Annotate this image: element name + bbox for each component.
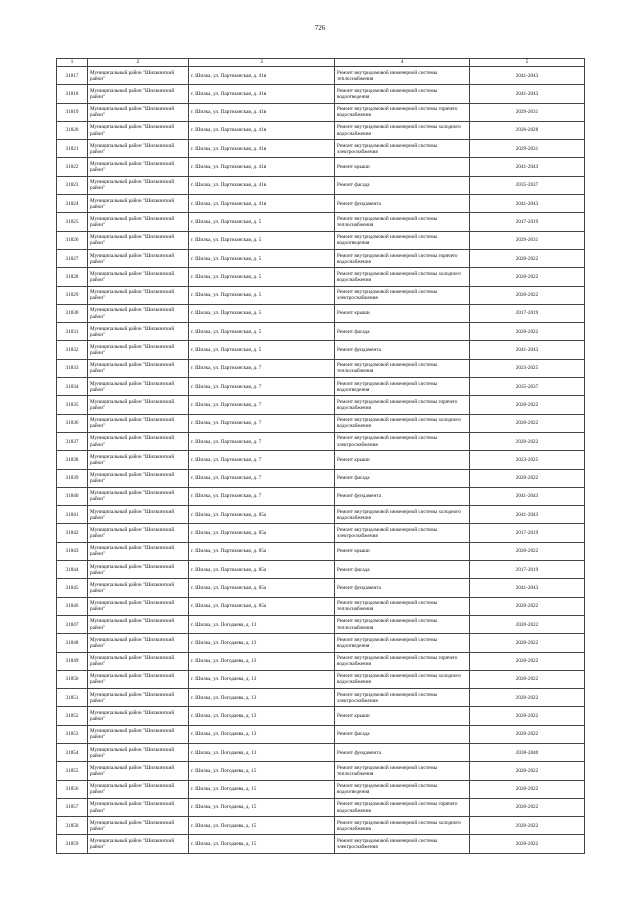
- period-cell: 2020-2022: [470, 323, 585, 341]
- address-cell: г. Шилка, ул. Погодаева, д. 15: [189, 780, 335, 798]
- table-row: [57, 213, 585, 231]
- work-type-cell: Ремонт крыши: [335, 304, 470, 322]
- municipality-cell: Муниципальный район "Шилкинский район": [88, 652, 189, 670]
- table-row: [57, 359, 585, 377]
- table-row: [57, 85, 585, 103]
- work-type-cell: Ремонт внутридомовой инженерной системы холодного водоснабжения: [335, 268, 470, 286]
- municipality-cell: Муниципальный район "Шилкинский район": [88, 835, 189, 853]
- work-type-cell: Ремонт внутридомовой инженерной системы теплоснабжения: [335, 597, 470, 615]
- address-cell: г. Шилка, ул. Погодаева, д. 15: [189, 835, 335, 853]
- page-number: 726: [314, 24, 326, 32]
- municipality-cell: Муниципальный район "Шилкинский район": [88, 798, 189, 816]
- period-cell: 2020-2022: [470, 268, 585, 286]
- work-type-cell: Ремонт внутридомовой инженерной системы водоотведения: [335, 231, 470, 249]
- period-cell: 2020-2022: [470, 249, 585, 267]
- municipality-cell: Муниципальный район "Шилкинский район": [88, 432, 189, 450]
- table-row: [57, 707, 585, 725]
- row-number: 31830: [57, 304, 88, 322]
- row-number: 31823: [57, 176, 88, 194]
- period-cell: 2041-2043: [470, 487, 585, 505]
- municipality-cell: Муниципальный район "Шилкинский район": [88, 561, 189, 579]
- period-cell: 2026-2028: [470, 121, 585, 139]
- column-header-2: 2: [88, 59, 189, 67]
- work-type-cell: Ремонт внутридомовой инженерной системы электроснабжения: [335, 689, 470, 707]
- row-number: 31839: [57, 469, 88, 487]
- row-number: 31854: [57, 743, 88, 761]
- work-type-cell: Ремонт внутридомовой инженерной системы электроснабжения: [335, 140, 470, 158]
- row-number: 31852: [57, 707, 88, 725]
- row-number: 31822: [57, 158, 88, 176]
- municipality-cell: Муниципальный район "Шилкинский район": [88, 304, 189, 322]
- work-type-cell: Ремонт внутридомовой инженерной системы холодного водоснабжения: [335, 414, 470, 432]
- work-type-cell: Ремонт фасада: [335, 176, 470, 194]
- row-number: 31829: [57, 286, 88, 304]
- work-type-cell: Ремонт внутридомовой инженерной системы холодного водоснабжения: [335, 817, 470, 835]
- municipality-cell: Муниципальный район "Шилкинский район": [88, 743, 189, 761]
- table-row: [57, 451, 585, 469]
- address-cell: г. Шилка, ул. Погодаева, д. 13: [189, 634, 335, 652]
- address-cell: г. Шилка, ул. Партизанская, д. 5: [189, 268, 335, 286]
- address-cell: г. Шилка, ул. Погодаева, д. 13: [189, 670, 335, 688]
- table-row: [57, 304, 585, 322]
- municipality-cell: Муниципальный район "Шилкинский район": [88, 414, 189, 432]
- address-cell: г. Шилка, ул. Партизанская, д. 7: [189, 378, 335, 396]
- municipality-cell: Муниципальный район "Шилкинский район": [88, 67, 189, 85]
- table-row: [57, 414, 585, 432]
- row-number: 31846: [57, 597, 88, 615]
- table-row: [57, 725, 585, 743]
- period-cell: 2029-2031: [470, 103, 585, 121]
- row-number: 31853: [57, 725, 88, 743]
- address-cell: г. Шилка, ул. Партизанская, д. 41в: [189, 195, 335, 213]
- table-row: [57, 231, 585, 249]
- municipality-cell: Муниципальный район "Шилкинский район": [88, 249, 189, 267]
- municipality-cell: Муниципальный район "Шилкинский район": [88, 780, 189, 798]
- period-cell: 2020-2022: [470, 634, 585, 652]
- work-type-cell: Ремонт внутридомовой инженерной системы горячего водоснабжения: [335, 396, 470, 414]
- period-cell: 2038-2040: [470, 743, 585, 761]
- municipality-cell: Муниципальный район "Шилкинский район": [88, 85, 189, 103]
- row-number: 31826: [57, 231, 88, 249]
- period-cell: 2020-2022: [470, 542, 585, 560]
- municipality-cell: Муниципальный район "Шилкинский район": [88, 634, 189, 652]
- row-number: 31840: [57, 487, 88, 505]
- row-number: 31850: [57, 670, 88, 688]
- row-number: 31834: [57, 378, 88, 396]
- address-cell: г. Шилка, ул. Партизанская, д. 85а: [189, 524, 335, 542]
- work-type-cell: Ремонт крыши: [335, 158, 470, 176]
- column-header-3: 3: [189, 59, 335, 67]
- period-cell: 2035-2037: [470, 176, 585, 194]
- row-number: 31824: [57, 195, 88, 213]
- row-number: 31838: [57, 451, 88, 469]
- period-cell: 2023-2025: [470, 451, 585, 469]
- table-row: [57, 597, 585, 615]
- table-row: [57, 542, 585, 560]
- work-type-cell: Ремонт крыши: [335, 542, 470, 560]
- municipality-cell: Муниципальный район "Шилкинский район": [88, 341, 189, 359]
- work-type-cell: Ремонт внутридомовой инженерной системы водоотведения: [335, 378, 470, 396]
- row-number: 31821: [57, 140, 88, 158]
- table-row: [57, 396, 585, 414]
- municipality-cell: Муниципальный район "Шилкинский район": [88, 140, 189, 158]
- address-cell: г. Шилка, ул. Партизанская, д. 41в: [189, 85, 335, 103]
- row-number: 31827: [57, 249, 88, 267]
- work-type-cell: Ремонт внутридомовой инженерной системы водоотведения: [335, 85, 470, 103]
- address-cell: г. Шилка, ул. Партизанская, д. 5: [189, 231, 335, 249]
- row-number: 31836: [57, 414, 88, 432]
- work-type-cell: Ремонт внутридомовой инженерной системы холодного водоснабжения: [335, 121, 470, 139]
- work-type-cell: Ремонт крыши: [335, 707, 470, 725]
- municipality-cell: Муниципальный район "Шилкинский район": [88, 524, 189, 542]
- period-cell: 2041-2043: [470, 195, 585, 213]
- row-number: 31849: [57, 652, 88, 670]
- table-row: [57, 670, 585, 688]
- row-number: 31845: [57, 579, 88, 597]
- table-row: [57, 469, 585, 487]
- address-cell: г. Шилка, ул. Партизанская, д. 7: [189, 487, 335, 505]
- work-type-cell: Ремонт внутридомовой инженерной системы электроснабжения: [335, 524, 470, 542]
- period-cell: 2017-2019: [470, 304, 585, 322]
- address-cell: г. Шилка, ул. Партизанская, д. 5: [189, 213, 335, 231]
- table-row: [57, 506, 585, 524]
- row-number: 31817: [57, 67, 88, 85]
- address-cell: г. Шилка, ул. Партизанская, д. 85а: [189, 579, 335, 597]
- work-type-cell: Ремонт внутридомовой инженерной системы горячего водоснабжения: [335, 103, 470, 121]
- address-cell: г. Шилка, ул. Партизанская, д. 7: [189, 432, 335, 450]
- column-header-1: 1: [57, 59, 88, 67]
- address-cell: г. Шилка, ул. Партизанская, д. 7: [189, 396, 335, 414]
- table-row: [57, 615, 585, 633]
- table-row: [57, 762, 585, 780]
- row-number: 31828: [57, 268, 88, 286]
- work-type-cell: Ремонт внутридомовой инженерной системы горячего водоснабжения: [335, 249, 470, 267]
- period-cell: 2020-2022: [470, 835, 585, 853]
- period-cell: 2020-2022: [470, 615, 585, 633]
- column-number-row: [57, 59, 585, 67]
- table-row: [57, 268, 585, 286]
- period-cell: 2029-2031: [470, 231, 585, 249]
- row-number: 31842: [57, 524, 88, 542]
- address-cell: г. Шилка, ул. Погодаева, д. 15: [189, 798, 335, 816]
- work-type-cell: Ремонт фасада: [335, 469, 470, 487]
- address-cell: г. Шилка, ул. Погодаева, д. 13: [189, 615, 335, 633]
- row-number: 31825: [57, 213, 88, 231]
- period-cell: 2020-2022: [470, 670, 585, 688]
- row-number: 31855: [57, 762, 88, 780]
- column-header-5: 5: [470, 59, 585, 67]
- period-cell: 2020-2022: [470, 817, 585, 835]
- period-cell: 2020-2022: [470, 597, 585, 615]
- address-cell: г. Шилка, ул. Погодаева, д. 13: [189, 743, 335, 761]
- table-row: [57, 798, 585, 816]
- municipality-cell: Муниципальный район "Шилкинский район": [88, 396, 189, 414]
- table-row: [57, 286, 585, 304]
- period-cell: 2020-2022: [470, 414, 585, 432]
- work-type-cell: Ремонт внутридомовой инженерной системы электроснабжения: [335, 432, 470, 450]
- municipality-cell: Муниципальный район "Шилкинский район": [88, 615, 189, 633]
- municipality-cell: Муниципальный район "Шилкинский район": [88, 286, 189, 304]
- table-row: [57, 652, 585, 670]
- address-cell: г. Шилка, ул. Партизанская, д. 5: [189, 286, 335, 304]
- municipality-cell: Муниципальный район "Шилкинский район": [88, 103, 189, 121]
- period-cell: 2020-2022: [470, 798, 585, 816]
- period-cell: 2020-2022: [470, 725, 585, 743]
- row-number: 31844: [57, 561, 88, 579]
- table-row: [57, 323, 585, 341]
- period-cell: 2041-2043: [470, 85, 585, 103]
- period-cell: 2017-2019: [470, 213, 585, 231]
- period-cell: 2023-2025: [470, 359, 585, 377]
- work-type-cell: Ремонт внутридомовой инженерной системы водоотведения: [335, 634, 470, 652]
- period-cell: 2020-2022: [470, 707, 585, 725]
- address-cell: г. Шилка, ул. Погодаева, д. 15: [189, 817, 335, 835]
- table-row: [57, 195, 585, 213]
- table-row: [57, 67, 585, 85]
- address-cell: г. Шилка, ул. Погодаева, д. 15: [189, 762, 335, 780]
- municipality-cell: Муниципальный район "Шилкинский район": [88, 213, 189, 231]
- work-type-cell: Ремонт внутридомовой инженерной системы водоотведения: [335, 780, 470, 798]
- address-cell: г. Шилка, ул. Партизанская, д. 5: [189, 249, 335, 267]
- period-cell: 2041-2043: [470, 579, 585, 597]
- work-type-cell: Ремонт внутридомовой инженерной системы теплоснабжения: [335, 359, 470, 377]
- table-row: [57, 432, 585, 450]
- row-number: 31859: [57, 835, 88, 853]
- work-type-cell: Ремонт фасада: [335, 561, 470, 579]
- table-row: [57, 634, 585, 652]
- table-row: [57, 249, 585, 267]
- work-type-cell: Ремонт фундамента: [335, 487, 470, 505]
- period-cell: 2020-2022: [470, 469, 585, 487]
- table-row: [57, 341, 585, 359]
- address-cell: г. Шилка, ул. Партизанская, д. 85а: [189, 506, 335, 524]
- work-type-cell: Ремонт внутридомовой инженерной системы теплоснабжения: [335, 615, 470, 633]
- municipality-cell: Муниципальный район "Шилкинский район": [88, 323, 189, 341]
- row-number: 31832: [57, 341, 88, 359]
- municipality-cell: Муниципальный район "Шилкинский район": [88, 689, 189, 707]
- row-number: 31848: [57, 634, 88, 652]
- address-cell: г. Шилка, ул. Партизанская, д. 85а: [189, 542, 335, 560]
- work-type-cell: Ремонт фундамента: [335, 743, 470, 761]
- address-cell: г. Шилка, ул. Партизанская, д. 7: [189, 469, 335, 487]
- address-cell: г. Шилка, ул. Партизанская, д. 41в: [189, 176, 335, 194]
- period-cell: 2020-2022: [470, 689, 585, 707]
- row-number: 31858: [57, 817, 88, 835]
- work-type-cell: Ремонт внутридомовой инженерной системы холодного водоснабжения: [335, 670, 470, 688]
- work-type-cell: Ремонт фундамента: [335, 341, 470, 359]
- address-cell: г. Шилка, ул. Погодаева, д. 13: [189, 689, 335, 707]
- row-number: 31833: [57, 359, 88, 377]
- work-type-cell: Ремонт фасада: [335, 323, 470, 341]
- row-number: 31843: [57, 542, 88, 560]
- table-row: [57, 561, 585, 579]
- address-cell: г. Шилка, ул. Партизанская, д. 7: [189, 451, 335, 469]
- row-number: 31851: [57, 689, 88, 707]
- address-cell: г. Шилка, ул. Партизанская, д. 5: [189, 323, 335, 341]
- municipality-cell: Муниципальный район "Шилкинский район": [88, 579, 189, 597]
- work-type-cell: Ремонт внутридомовой инженерной системы горячего водоснабжения: [335, 798, 470, 816]
- table-row: [57, 579, 585, 597]
- address-cell: г. Шилка, ул. Партизанская, д. 85а: [189, 561, 335, 579]
- work-type-cell: Ремонт крыши: [335, 451, 470, 469]
- row-number: 31819: [57, 103, 88, 121]
- municipality-cell: Муниципальный район "Шилкинский район": [88, 158, 189, 176]
- period-cell: 2041-2043: [470, 67, 585, 85]
- row-number: 31857: [57, 798, 88, 816]
- row-number: 31831: [57, 323, 88, 341]
- period-cell: 2020-2022: [470, 286, 585, 304]
- address-cell: г. Шилка, ул. Партизанская, д. 85а: [189, 597, 335, 615]
- municipality-cell: Муниципальный район "Шилкинский район": [88, 176, 189, 194]
- address-cell: г. Шилка, ул. Партизанская, д. 41в: [189, 121, 335, 139]
- municipality-cell: Муниципальный район "Шилкинский район": [88, 359, 189, 377]
- address-cell: г. Шилка, ул. Партизанская, д. 41в: [189, 103, 335, 121]
- municipality-cell: Муниципальный район "Шилкинский район": [88, 231, 189, 249]
- table-row: [57, 743, 585, 761]
- municipality-cell: Муниципальный район "Шилкинский район": [88, 725, 189, 743]
- period-cell: 2020-2022: [470, 652, 585, 670]
- municipality-cell: Муниципальный район "Шилкинский район": [88, 817, 189, 835]
- row-number: 31820: [57, 121, 88, 139]
- municipality-cell: Муниципальный район "Шилкинский район": [88, 597, 189, 615]
- work-type-cell: Ремонт фундамента: [335, 195, 470, 213]
- table-row: [57, 689, 585, 707]
- period-cell: 2020-2022: [470, 762, 585, 780]
- address-cell: г. Шилка, ул. Погодаева, д. 13: [189, 707, 335, 725]
- table-row: [57, 121, 585, 139]
- municipality-cell: Муниципальный район "Шилкинский район": [88, 670, 189, 688]
- municipality-cell: Муниципальный район "Шилкинский район": [88, 378, 189, 396]
- work-type-cell: Ремонт внутридомовой инженерной системы теплоснабжения: [335, 67, 470, 85]
- period-cell: 2020-2022: [470, 780, 585, 798]
- period-cell: 2041-2043: [470, 158, 585, 176]
- table-row: [57, 140, 585, 158]
- address-cell: г. Шилка, ул. Партизанская, д. 41в: [189, 140, 335, 158]
- work-type-cell: Ремонт внутридомовой инженерной системы горячего водоснабжения: [335, 652, 470, 670]
- municipality-cell: Муниципальный район "Шилкинский район": [88, 195, 189, 213]
- row-number: 31835: [57, 396, 88, 414]
- work-type-cell: Ремонт внутридомовой инженерной системы электроснабжения: [335, 835, 470, 853]
- table-row: [57, 780, 585, 798]
- row-number: 31837: [57, 432, 88, 450]
- period-cell: 2017-2019: [470, 561, 585, 579]
- address-cell: г. Шилка, ул. Партизанская, д. 7: [189, 414, 335, 432]
- address-cell: г. Шилка, ул. Погодаева, д. 13: [189, 725, 335, 743]
- work-type-cell: Ремонт внутридомовой инженерной системы холодного водоснабжения: [335, 506, 470, 524]
- period-cell: 2029-2031: [470, 140, 585, 158]
- address-cell: г. Шилка, ул. Погодаева, д. 13: [189, 652, 335, 670]
- row-number: 31847: [57, 615, 88, 633]
- row-number: 31818: [57, 85, 88, 103]
- address-cell: г. Шилка, ул. Партизанская, д. 5: [189, 341, 335, 359]
- municipality-cell: Муниципальный район "Шилкинский район": [88, 487, 189, 505]
- municipality-cell: Муниципальный район "Шилкинский район": [88, 121, 189, 139]
- table-body: [57, 67, 585, 854]
- municipality-cell: Муниципальный район "Шилкинский район": [88, 451, 189, 469]
- municipality-cell: Муниципальный район "Шилкинский район": [88, 506, 189, 524]
- municipality-cell: Муниципальный район "Шилкинский район": [88, 762, 189, 780]
- address-cell: г. Шилка, ул. Партизанская, д. 41в: [189, 158, 335, 176]
- table-row: [57, 103, 585, 121]
- work-type-cell: Ремонт внутридомовой инженерной системы теплоснабжения: [335, 762, 470, 780]
- period-cell: 2017-2019: [470, 524, 585, 542]
- table-row: [57, 378, 585, 396]
- work-type-cell: Ремонт фундамента: [335, 579, 470, 597]
- capital-repair-table: [56, 58, 585, 854]
- table-row: [57, 835, 585, 853]
- table-row: [57, 817, 585, 835]
- period-cell: 2020-2022: [470, 396, 585, 414]
- period-cell: 2020-2022: [470, 432, 585, 450]
- table-row: [57, 487, 585, 505]
- work-type-cell: Ремонт внутридомовой инженерной системы теплоснабжения: [335, 213, 470, 231]
- table-row: [57, 176, 585, 194]
- table-row: [57, 158, 585, 176]
- work-type-cell: Ремонт внутридомовой инженерной системы электроснабжения: [335, 286, 470, 304]
- row-number: 31841: [57, 506, 88, 524]
- address-cell: г. Шилка, ул. Партизанская, д. 7: [189, 359, 335, 377]
- municipality-cell: Муниципальный район "Шилкинский район": [88, 469, 189, 487]
- period-cell: 2041-2043: [470, 506, 585, 524]
- row-number: 31856: [57, 780, 88, 798]
- municipality-cell: Муниципальный район "Шилкинский район": [88, 542, 189, 560]
- work-type-cell: Ремонт фасада: [335, 725, 470, 743]
- period-cell: 2041-2043: [470, 341, 585, 359]
- table-row: [57, 524, 585, 542]
- column-header-4: 4: [335, 59, 470, 67]
- municipality-cell: Муниципальный район "Шилкинский район": [88, 707, 189, 725]
- period-cell: 2035-2037: [470, 378, 585, 396]
- address-cell: г. Шилка, ул. Партизанская, д. 5: [189, 304, 335, 322]
- municipality-cell: Муниципальный район "Шилкинский район": [88, 268, 189, 286]
- address-cell: г. Шилка, ул. Партизанская, д. 41в: [189, 67, 335, 85]
